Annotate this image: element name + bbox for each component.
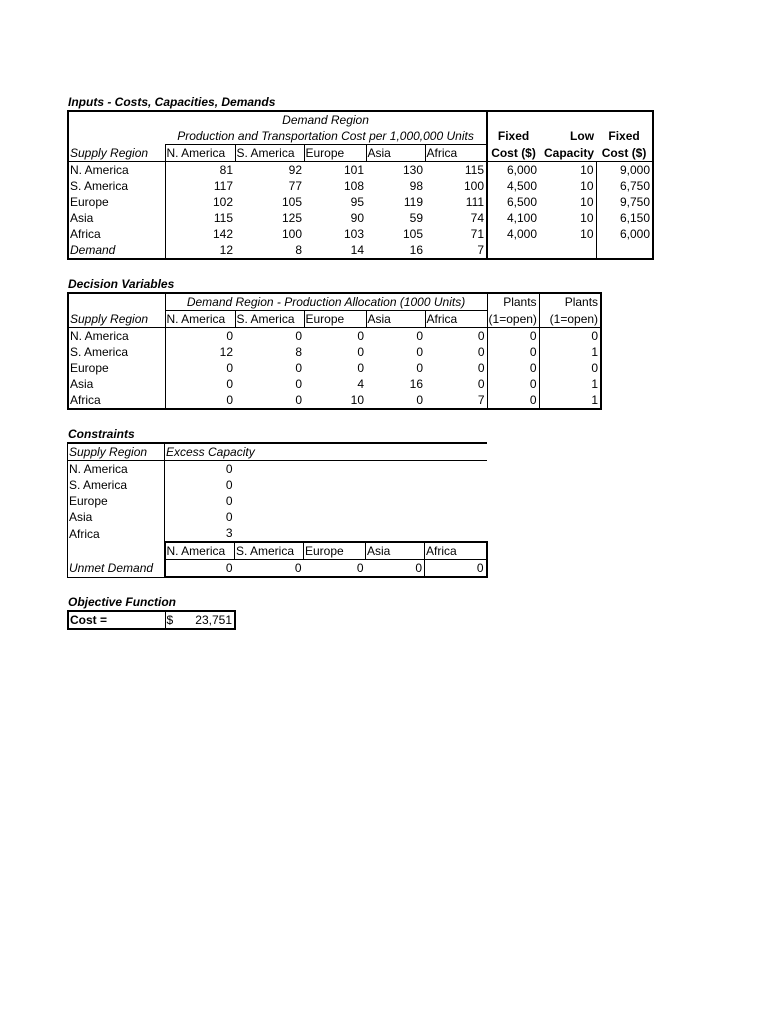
demand-row: Demand 12 8 14 16 7: [68, 242, 653, 259]
inputs-region-header: S. America: [235, 145, 304, 162]
table-row: Asia 0 0 4 16 0 0 1: [68, 376, 601, 392]
cost-label: Cost =: [68, 611, 165, 629]
decision-region-header: Europe: [304, 311, 366, 328]
unmet-region-header: Europe: [304, 542, 366, 560]
table-row: Africa 142 100 103 105 71 4,000 10 6,000: [68, 226, 653, 242]
decision-region-header: Asia: [366, 311, 425, 328]
table-row: Asia 0: [69, 510, 233, 524]
inputs-region-header: Europe: [304, 145, 366, 162]
fixed-cost-high-header-2: Cost ($): [487, 145, 539, 162]
inputs-header-line2: Production and Transportation Cost per 1,000,000 Units: [177, 129, 474, 143]
inputs-region-header: N. America: [165, 145, 235, 162]
inputs-title: Inputs - Costs, Capacities, Demands: [68, 95, 276, 109]
table-row: Africa 0 0 10 0 7 0 1: [68, 392, 601, 409]
decision-region-header: N. America: [165, 311, 235, 328]
fixed-cost-high-header-1: Fixed: [487, 128, 539, 145]
inputs-region-header: Africa: [425, 145, 487, 162]
table-row: Europe 0: [69, 494, 233, 508]
unmet-demand-row: Unmet Demand 0 0 0 0 0: [68, 560, 487, 578]
plants-header-1: Plants: [487, 293, 539, 311]
objective-table: [67, 610, 236, 630]
unmet-region-header: Africa: [425, 542, 487, 560]
demand-label: Demand: [68, 242, 165, 259]
plants2-header-2: (1=open): [539, 311, 601, 328]
cost-value: 23,751: [179, 611, 235, 629]
table-row: N. America 0 0 0 0 0 0 0: [68, 328, 601, 345]
fixed-cost-low-header-1: Fixed: [596, 128, 653, 145]
unmet-region-header: Asia: [366, 542, 425, 560]
decision-title: Decision Variables: [68, 277, 175, 291]
unmet-region-header: N. America: [165, 542, 235, 560]
decision-supply-region-label: Supply Region: [68, 311, 165, 328]
table-row: S. America 117 77 108 98 100 4,500 10 6,750: [68, 178, 653, 194]
plants-header-2: (1=open): [487, 311, 539, 328]
inputs-table: [67, 110, 654, 260]
table-row: S. America 12 8 0 0 0 0 1: [68, 344, 601, 360]
decision-region-header: Africa: [425, 311, 487, 328]
table-row: Europe 102 105 95 119 111 6,500 10 9,750: [68, 194, 653, 210]
decision-table: [67, 292, 602, 410]
table-row: Africa 3: [69, 526, 233, 541]
decision-region-header: S. America: [235, 311, 304, 328]
cost-currency: $: [165, 611, 179, 629]
low-capacity-header-2: Capacity: [539, 145, 596, 162]
constraints-title: Constraints: [68, 427, 135, 441]
low-capacity-header-1: Low: [570, 129, 595, 144]
table-row: Asia 115 125 90 59 74 4,100 10 6,150: [68, 210, 653, 226]
inputs-region-header: Asia: [366, 145, 425, 162]
inputs-supply-region-label: Supply Region: [68, 145, 165, 162]
inputs-header-line1: Demand Region: [165, 111, 487, 128]
table-row: Europe 0 0 0 0 0 0 0: [68, 360, 601, 376]
table-row: N. America 81 92 101 130 115 6,000 10 9,000: [68, 162, 653, 179]
constraints-table: [67, 442, 488, 578]
unmet-demand-label: Unmet Demand: [68, 560, 165, 578]
plants2-header-1: Plants: [539, 293, 601, 311]
decision-header: Demand Region - Production Allocation (1000 Units): [165, 293, 487, 311]
objective-title: Objective Function: [68, 595, 177, 609]
unmet-region-header: S. America: [235, 542, 304, 560]
table-row: N. America 0: [69, 462, 233, 476]
table-row: S. America 0: [69, 478, 233, 492]
fixed-cost-low-header-2: Cost ($): [596, 145, 653, 162]
constraints-supply-region-label: Supply Region: [68, 443, 165, 461]
excess-capacity-label: Excess Capacity: [165, 443, 487, 461]
